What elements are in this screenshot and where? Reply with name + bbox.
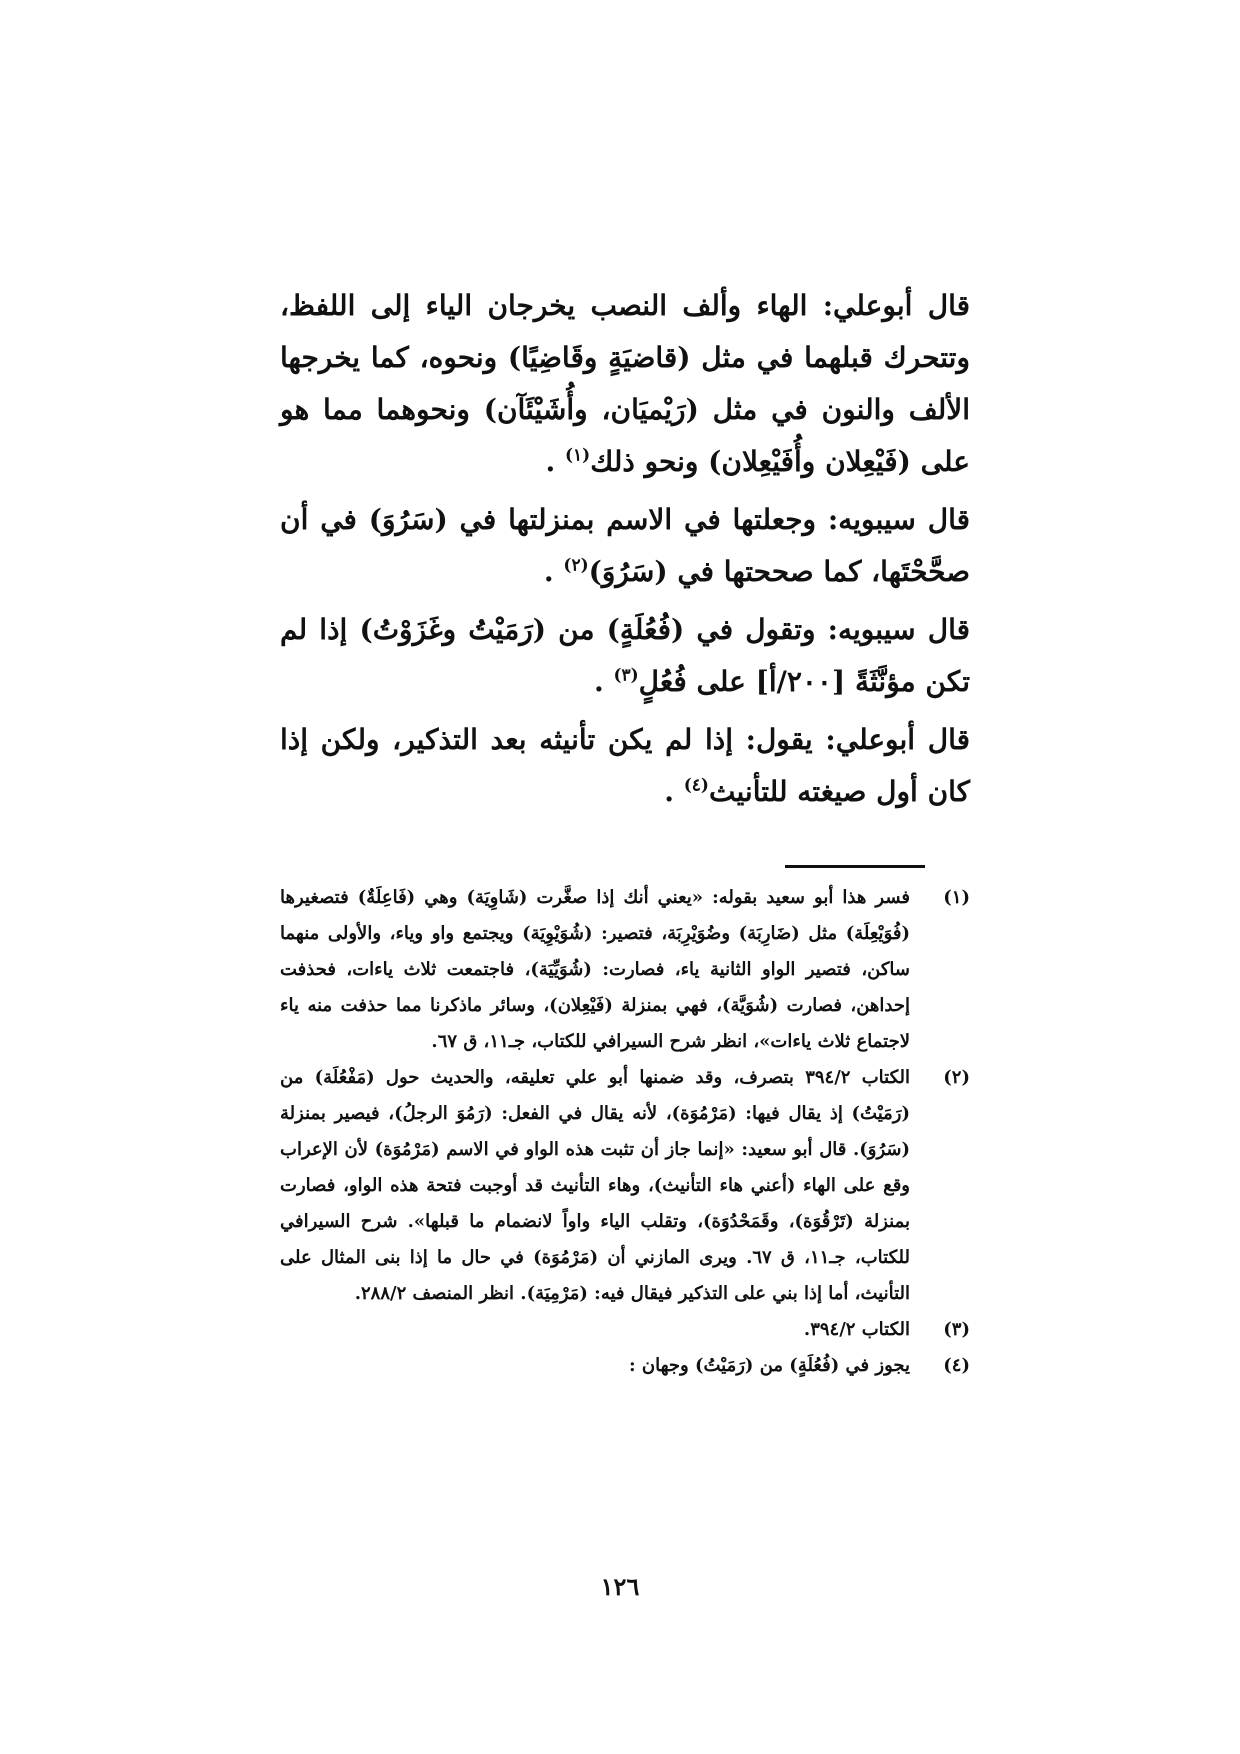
footnote-number: (٢) [943,1067,970,1088]
footnote [280,1312,970,1348]
speaker-label: قال أبوعلي: [822,289,970,322]
footnote-text: فسر هذا أبو سعيد بقوله: «يعني أنك إذا صغَّرت (شَاوِيَة) وهي (فَاعِلَةٌ) فتصغيرها (فُوَيْعِلَة) مثل (ضَارِبَة) وضُوَيْرِبَة، فتصير: (شُوَيْوِيَة) ويجتمع واو وياء، والأولى منهما ساكن، فتصير الواو الثانية ياء، فصارت: (شُوَيِّيَة)، فاجتمعت ثلاث ياءات، فحذفت إحداهن، فصارت (شُوَيَّة)، فهي بمنزلة (فَيْعِلان)، وسائر ماذكرنا مما حذفت منه ياء لاجتماع ثلاث ياءات»، انظر شرح السيرافي للكتاب، جـ١١، ق ٦٧. [280,887,910,1052]
main-text [280,280,970,824]
footnote-number: (٣) [943,1319,970,1340]
footnote-text: يجوز في (فُعُلَةٍ) من (رَمَيْتُ) وجهان : [628,1355,910,1376]
paragraph [280,280,970,488]
speaker-label: قال سيبويه: [827,613,970,646]
footnote-ref: (٣) [613,665,639,686]
footnote [280,1348,970,1384]
paragraph-text: الهاء وألف النصب يخرجان الياء إلى اللفظ، وتتحرك قبلهما في مثل (قاضيَةٍ وقَاضِيًا) ونحوه، كما يخرجها الألف والنون في مثل (رَيْميَان، وأُشَيْئَآن) ونحوهما مما هو على (فَيْعِلان وأُفَيْعِلان) ونحو ذلك [280,289,970,478]
paragraph [280,494,970,598]
speaker-label: قال سيبويه: [827,503,970,536]
paragraph-end: . [543,555,564,588]
page-number: ١٢٦ [600,1572,640,1601]
paragraph-end: . [593,665,614,698]
footnote [280,880,970,1060]
speaker-label: قال أبوعلي: [825,723,970,756]
footnote [280,1060,970,1312]
paragraph [280,714,970,818]
footnote-text: الكتاب ٣٩٤/٢. [803,1319,910,1340]
footnotes [280,880,970,1384]
paragraph-text: وجعلتها في الاسم بمنزلتها في (سَرُوَ) في أن صحَّحْتَها، كما صححتها في (سَرُوَ) [280,503,970,588]
paragraph-end: . [664,775,684,808]
footnote-ref: (١) [564,445,591,466]
footnote-ref: (٤) [683,775,709,796]
footnote-number: (١) [943,887,970,908]
paragraph [280,604,970,708]
footnote-text: الكتاب ٣٩٤/٢ بتصرف، وقد ضمنها أبو علي تعليقه، والحديث حول (مَفْعُلَة) من (رَمَيْتُ) إذ يقال فيها: (مَرْمُوَة)، لأنه يقال في الفعل: (رَمُوَ الرجلُ)، فيصير بمنزلة (سَرُوَ). قال أبو سعيد: «إنما جاز أن تثبت هذه الواو في الاسم (مَرْمُوَة) لأن الإعراب وقع على الهاء (أعني هاء التأنيث)، وهاء التأنيث قد أوجبت فتحة هذه الواو، فصارت بمنزلة (تَرْقُوَة)، وقَمَحْدُوَة)، وتقلب الياء واواً لانضمام ما قبلها». شرح السيرافي للكتاب، جـ١١، ق ٦٧. ويرى المازني أن (مَرْمُوَة) في حال ما إذا بنى المثال على التأنيث، أما إذا بني على التذكير فيقال فيه: (مَرْمِيَة). انظر المنصف ٢٨٨/٢. [280,1067,910,1304]
paragraph-end: . [545,445,565,478]
footnote-separator [785,865,925,868]
paragraph-text: يقول: إذا لم يكن تأنيثه بعد التذكير، ولكن إذا كان أول صيغته للتأنيث [280,723,970,808]
footnote-ref: (٢) [563,555,589,576]
footnote-number: (٤) [943,1355,970,1376]
paragraph-text: وتقول في (فُعُلَةٍ) من (رَمَيْتُ وغَزَوْتُ) إذا لم تكن مؤنَّثَةً [٢٠٠/أ] على فُعُلٍ [280,613,970,698]
